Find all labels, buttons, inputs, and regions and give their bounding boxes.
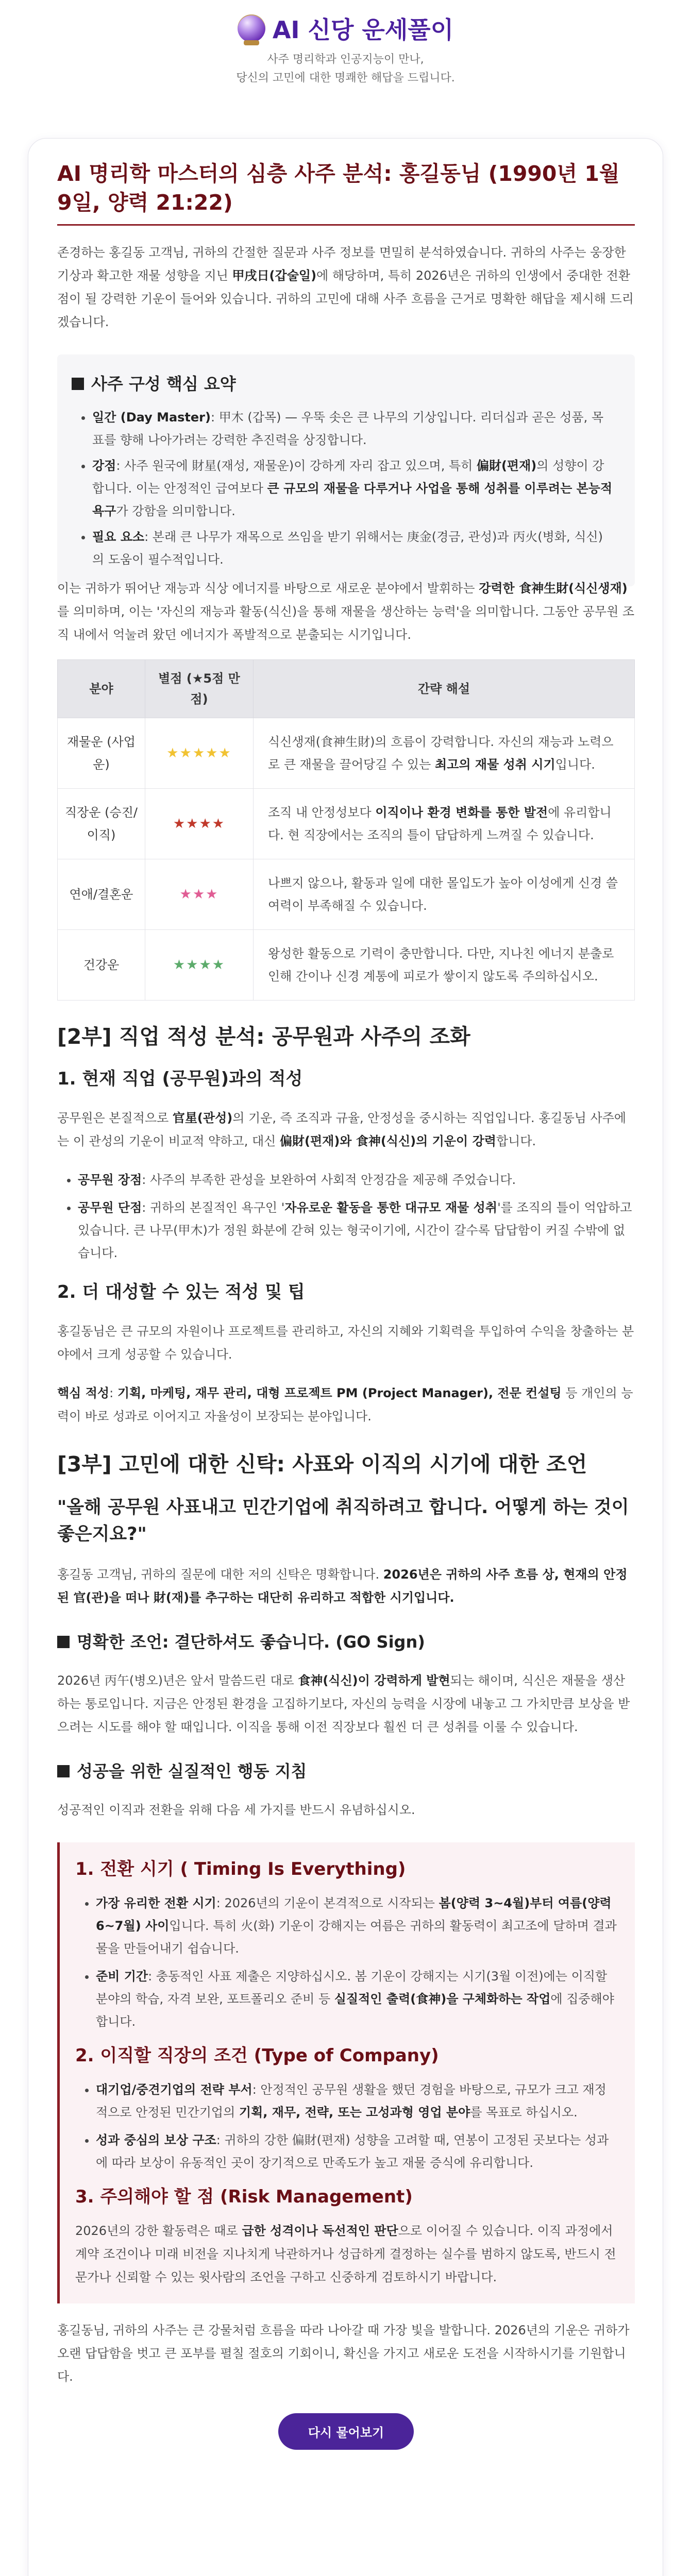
summary-item: • 일간 (Day Master): 甲木 (갑목) — 우뚝 솟은 큰 나무의 기상입니다. 리더십과 곧은 성품, 목표를 향해 나아가려는 강력한 추진력을 상징합니다. [92, 406, 614, 451]
clear-advice-heading-text: 명확한 조언: 결단하셔도 좋습니다. (GO Sign) [77, 1632, 425, 1652]
row-desc: 조직 내 안정성보다 이직이나 환경 변화를 통한 발전에 유리합니다. 현 직장에서는 조직의 틀이 답답하게 느껴질 수 있습니다. [254, 789, 635, 859]
summary-item: • 강점: 사주 원국에 財星(재성, 재물운)이 강하게 자리 잡고 있으며, 특히 偏財(편재)의 성향이 강합니다. 이는 안정적인 급여보다 큰 규모의 재물을 다루거나 사업을 통해 성취를 이루려는 본능적 욕구가 강함을 의미합니다. [92, 454, 614, 522]
emphasis-text: 준비 기간 [96, 1969, 148, 1984]
summary-heading-text: 사주 구성 핵심 요약 [91, 374, 236, 394]
part2-sub2-heading: 2. 더 대성할 수 있는 적성 및 팁 [57, 1282, 305, 1302]
emphasis-text: 가장 유리한 전환 시기 [96, 1896, 216, 1910]
emphasis-text: 偏財(편재) [476, 459, 537, 473]
part3-paragraph-3: 성공적인 이직과 전환을 위해 다음 세 가지를 반드시 유념하십시오. [57, 1803, 415, 1817]
emphasis-text: 최고의 재물 성취 시기 [434, 757, 555, 772]
user-question: "올해 공무원 사표내고 민간기업에 취직하려고 합니다. 어떻게 하는 것이 좋은지요?" [57, 1497, 629, 1545]
row-stars: ★★★ [145, 859, 254, 930]
table-row [58, 718, 635, 789]
table-header-category: 분야 [58, 660, 145, 718]
report-title: AI 명리학 마스터의 심층 사주 분석: 홍길동님 (1990년 1월 9일, 양력 21:22) [57, 159, 635, 226]
company-list [75, 2078, 618, 2174]
table-header-stars: 별점 (★5점 만점) [145, 660, 254, 718]
list-item: • 공무원 단점: 귀하의 본질적인 욕구인 '자유로운 활동을 통한 대규모 재물 성취'를 조직의 틀이 억압하고 있습니다. 큰 나무(甲木)가 정원 화분에 갇혀 있는 형국이기에, 시간이 갈수록 답답함이 커질 수밖에 없습니다. [78, 1196, 635, 1264]
company-heading: 2. 이직할 직장의 조건 (Type of Company) [75, 2045, 439, 2066]
retry-button[interactable]: 다시 물어보기 [278, 2413, 414, 2450]
part2-paragraph-1: 공무원은 본질적으로 官星(관성)의 기운, 즉 조직과 규율, 안정성을 중시하는 직업입니다. 홍길동님 사주에는 이 관성의 기운이 비교적 약하고, 대신 偏財(편재)와 食神(식신)의 기운이 강력합니다. [57, 1111, 627, 1148]
subtitle-line-2: 당신의 고민에 대한 명쾌한 해답을 드립니다. [236, 72, 455, 84]
row-category: 재물운 (사업운) [58, 718, 145, 789]
report-content [57, 159, 635, 2450]
emphasis-text: 偏財(편재)와 食神(식신)의 기운이 강력 [279, 1134, 496, 1148]
part2-sub1-heading: 1. 현재 직업 (공무원)과의 적성 [57, 1069, 303, 1089]
shikshin-paragraph: 이는 귀하가 뛰어난 재능과 식상 에너지를 바탕으로 새로운 분야에서 발휘하는 강력한 食神生財(식신생재)를 의미하며, 이는 '자신의 재능과 활동(식신)을 통해 재물을 생산하는 능력'을 의미합니다. 그동안 공무원 조직 내에서 억눌려 왔던 에너지가 폭발적으로 분출되는 시기입니다. [57, 581, 635, 642]
app-title [238, 11, 453, 45]
row-desc: 왕성한 활동으로 기력이 충만합니다. 다만, 지나친 에너지 분출로 인해 간이나 신경 계통에 피로가 쌓이지 않도록 주의하십시오. [254, 930, 635, 1001]
table-header-row [58, 660, 635, 718]
part3-heading: [3부] 고민에 대한 신탁: 사표와 이직의 시기에 대한 조언 [57, 1452, 587, 1477]
emphasis-text: 이직이나 환경 변화를 통한 발전 [375, 805, 548, 820]
clipped-paragraph [57, 581, 635, 642]
emphasis-text: 공무원 장점 [78, 1173, 142, 1187]
list-item: • 성과 중심의 보상 구조: 귀하의 강한 偏財(편재) 성향을 고려할 때, 연봉이 고정된 곳보다는 성과에 따라 보상이 유동적인 곳이 장기적으로 만족도가 높고 재물 증식에 유리합니다. [96, 2129, 618, 2174]
action-guide-heading [57, 1759, 635, 1783]
subtitle-line-1: 사주 명리학과 인공지능이 만나, [267, 53, 424, 66]
row-stars: ★★★★★ [145, 718, 254, 789]
row-category: 직장운 (승진/이직) [58, 789, 145, 859]
clear-advice-heading [57, 1630, 635, 1654]
part2-bullets [57, 1168, 635, 1264]
subtitle [0, 50, 691, 88]
list-item: • 가장 유리한 전환 시기: 2026년의 기운이 본격적으로 시작되는 봄(양력 3~4월)부터 여름(양력 6~7월) 사이입니다. 특히 火(화) 기운이 강해지는 여름은 귀하의 활동력이 최고조에 달하며 결과물을 만들어내기 쉽습니다. [96, 1892, 618, 1960]
emphasis-text: 대기업/중견기업의 전략 부서 [96, 2082, 252, 2097]
app-title-text: AI 신당 운세풀이 [272, 16, 454, 44]
part3-paragraph-1: 홍길동 고객님, 귀하의 질문에 대한 저의 신탁은 명확합니다. 2026년은 귀하의 사주 흐름 상, 현재의 안정된 官(관)을 떠나 財(재)를 추구하는 대단히 유리하고 적합한 시기입니다. [57, 1567, 628, 1605]
part2-paragraph-3: 핵심 적성: 기획, 마케팅, 재무 관리, 대형 프로젝트 PM (Project Manager), 전문 컨설팅 등 개인의 능력이 바로 성과로 이어지고 자율성이 보장되는 분야입니다. [57, 1386, 633, 1423]
row-stars: ★★★★ [145, 789, 254, 859]
result-card [28, 138, 663, 2576]
table-row [58, 930, 635, 1001]
app-header [0, 0, 691, 88]
emphasis-text: 기획, 재무, 전략, 또는 고성과형 영업 분야 [239, 2105, 470, 2120]
action-guide-box [57, 1842, 635, 2303]
saju-summary-box [57, 354, 635, 586]
risk-paragraph: 2026년의 강한 활동력은 때로 급한 성격이나 독선적인 판단으로 이어질 수 있습니다. 이직 과정에서 계약 조건이나 미래 비전을 지나치게 낙관하거나 성급하게 결정하는 실수를 범하지 않도록, 반드시 전문가나 신뢰할 수 있는 윗사람의 조언을 구하고 신중하게 검토하시기 바랍니다. [75, 2224, 616, 2284]
emphasis-text: 성과 중심의 보상 구조 [96, 2133, 216, 2147]
intro-paragraph: 존경하는 홍길동 고객님, 귀하의 간절한 질문과 사주 정보를 면밀히 분석하였습니다. 귀하의 사주는 웅장한 기상과 확고한 재물 성향을 지닌 甲戌日(갑술일)에 해당하며, 특히 2026년은 귀하의 인생에서 중대한 전환점이 될 강력한 기운이 들어와 있습니다. 귀하의 고민에 대해 사주 흐름을 근거로 명확한 해답을 제시해 드리겠습니다. [57, 245, 634, 329]
row-desc: 식신생재(食神生財)의 흐름이 강력합니다. 자신의 재능과 노력으로 큰 재물을 끌어당길 수 있는 최고의 재물 성취 시기입니다. [254, 718, 635, 789]
row-stars: ★★★★ [145, 930, 254, 1001]
timing-list [75, 1892, 618, 2033]
emphasis-text: 官星(관성) [172, 1111, 233, 1125]
list-item: • 대기업/중견기업의 전략 부서: 안정적인 공무원 생활을 했던 경험을 바탕으로, 규모가 크고 재정적으로 안정된 민간기업의 기획, 재무, 전략, 또는 고성과형 영업 분야를 목표로 하십시오. [96, 2078, 618, 2124]
emphasis-text: 공무원 단점 [78, 1200, 142, 1215]
retry-wrap [57, 2413, 635, 2450]
emphasis-text: 食神(식신)이 강력하게 발현 [298, 1673, 450, 1688]
emphasis-text: 강력한 食神生財(식신생재) [479, 581, 628, 596]
part2-heading: [2부] 직업 적성 분석: 공무원과 사주의 조화 [57, 1024, 470, 1049]
crystal-ball-icon [238, 14, 265, 42]
list-item: • 준비 기간: 충동적인 사표 제출은 지양하십시오. 봄 기운이 강해지는 시기(3월 이전)에는 이직할 분야의 학습, 자격 보완, 포트폴리오 준비 등 실질적인 출력(食神)을 구체화하는 작업에 집중해야 합니다. [96, 1965, 618, 2033]
emphasis-text: 자유로운 활동을 통한 대규모 재물 성취 [284, 1200, 498, 1215]
square-bullet-icon [57, 1765, 70, 1777]
summary-heading [72, 372, 614, 396]
closing-paragraph: 홍길동님, 귀하의 사주는 큰 강물처럼 흐름을 따라 나아갈 때 가장 빛을 발합니다. 2026년의 기운은 귀하가 오랜 답답함을 벗고 큰 포부를 펼칠 절호의 기회이니, 확신을 가지고 새로운 도전을 시작하시기를 기원합니다. [57, 2323, 630, 2384]
row-category: 건강운 [58, 930, 145, 1001]
risk-heading: 3. 주의해야 할 점 (Risk Management) [75, 2187, 413, 2207]
emphasis-text: 2026년은 귀하의 사주 흐름 상, 현재의 안정된 官(관)을 떠나 財(재)를 추구하는 대단히 유리하고 적합한 시기입니다. [57, 1567, 628, 1605]
emphasis-text: 甲戌日(갑술일) [232, 268, 317, 283]
square-bullet-icon [57, 1636, 70, 1648]
emphasis-text: 일간 (Day Master) [92, 410, 211, 425]
emphasis-text: 기획, 마케팅, 재무 관리, 대형 프로젝트 PM (Project Manager), 전문 컨설팅 [117, 1386, 562, 1400]
emphasis-text: 급한 성격이나 독선적인 판단 [242, 2224, 398, 2238]
list-item: • 공무원 장점: 사주의 부족한 관성을 보완하여 사회적 안정감을 제공해 주었습니다. [78, 1168, 635, 1191]
row-desc: 나쁘지 않으나, 활동과 일에 대한 몰입도가 높아 이성에게 신경 쓸 여력이 부족해질 수 있습니다. [254, 859, 635, 930]
emphasis-text: 필요 요소 [92, 530, 145, 544]
row-category: 연애/결혼운 [58, 859, 145, 930]
square-bullet-icon [72, 378, 84, 390]
part2-paragraph-2: 홍길동님은 큰 규모의 자원이나 프로젝트를 관리하고, 자신의 지혜와 기획력을 투입하여 수익을 창출하는 분야에서 크게 성공할 수 있습니다. [57, 1324, 634, 1362]
part3-paragraph-2: 2026년 丙午(병오)년은 앞서 말씀드린 대로 食神(식신)이 강력하게 발현되는 해이며, 식신은 재물을 생산하는 통로입니다. 지금은 안정된 환경을 고집하기보다, 자신의 능력을 시장에 내놓고 그 가치만큼 보상을 받으려는 시도를 해야 할 때입니다. 이직을 통해 이전 직장보다 훨씬 더 큰 성취를 이룰 수 있습니다. [57, 1673, 630, 1734]
emphasis-text: 실질적인 출력(食神)을 구체화하는 작업 [334, 1992, 551, 2006]
action-guide-heading-text: 성공을 위한 실질적인 행동 지침 [77, 1761, 307, 1781]
summary-list [72, 406, 614, 571]
table-row [58, 859, 635, 930]
emphasis-text: 핵심 적성 [57, 1386, 110, 1400]
table-header-desc: 간략 해설 [254, 660, 635, 718]
timing-heading: 1. 전환 시기 ( Timing Is Everything) [75, 1859, 406, 1879]
emphasis-text: 큰 규모의 재물을 다루거나 사업을 통해 성취를 이루려는 본능적 욕구 [92, 481, 613, 518]
emphasis-text: 봄(양력 3~4월)부터 여름(양력 6~7월) 사이 [96, 1896, 612, 1933]
fortune-table [57, 659, 635, 1001]
emphasis-text: 강점 [92, 459, 116, 473]
table-row [58, 789, 635, 859]
summary-item: • 필요 요소: 본래 큰 나무가 재목으로 쓰임을 받기 위해서는 庚金(경금, 관성)과 丙火(병화, 식신)의 도움이 필수적입니다. [92, 526, 614, 571]
